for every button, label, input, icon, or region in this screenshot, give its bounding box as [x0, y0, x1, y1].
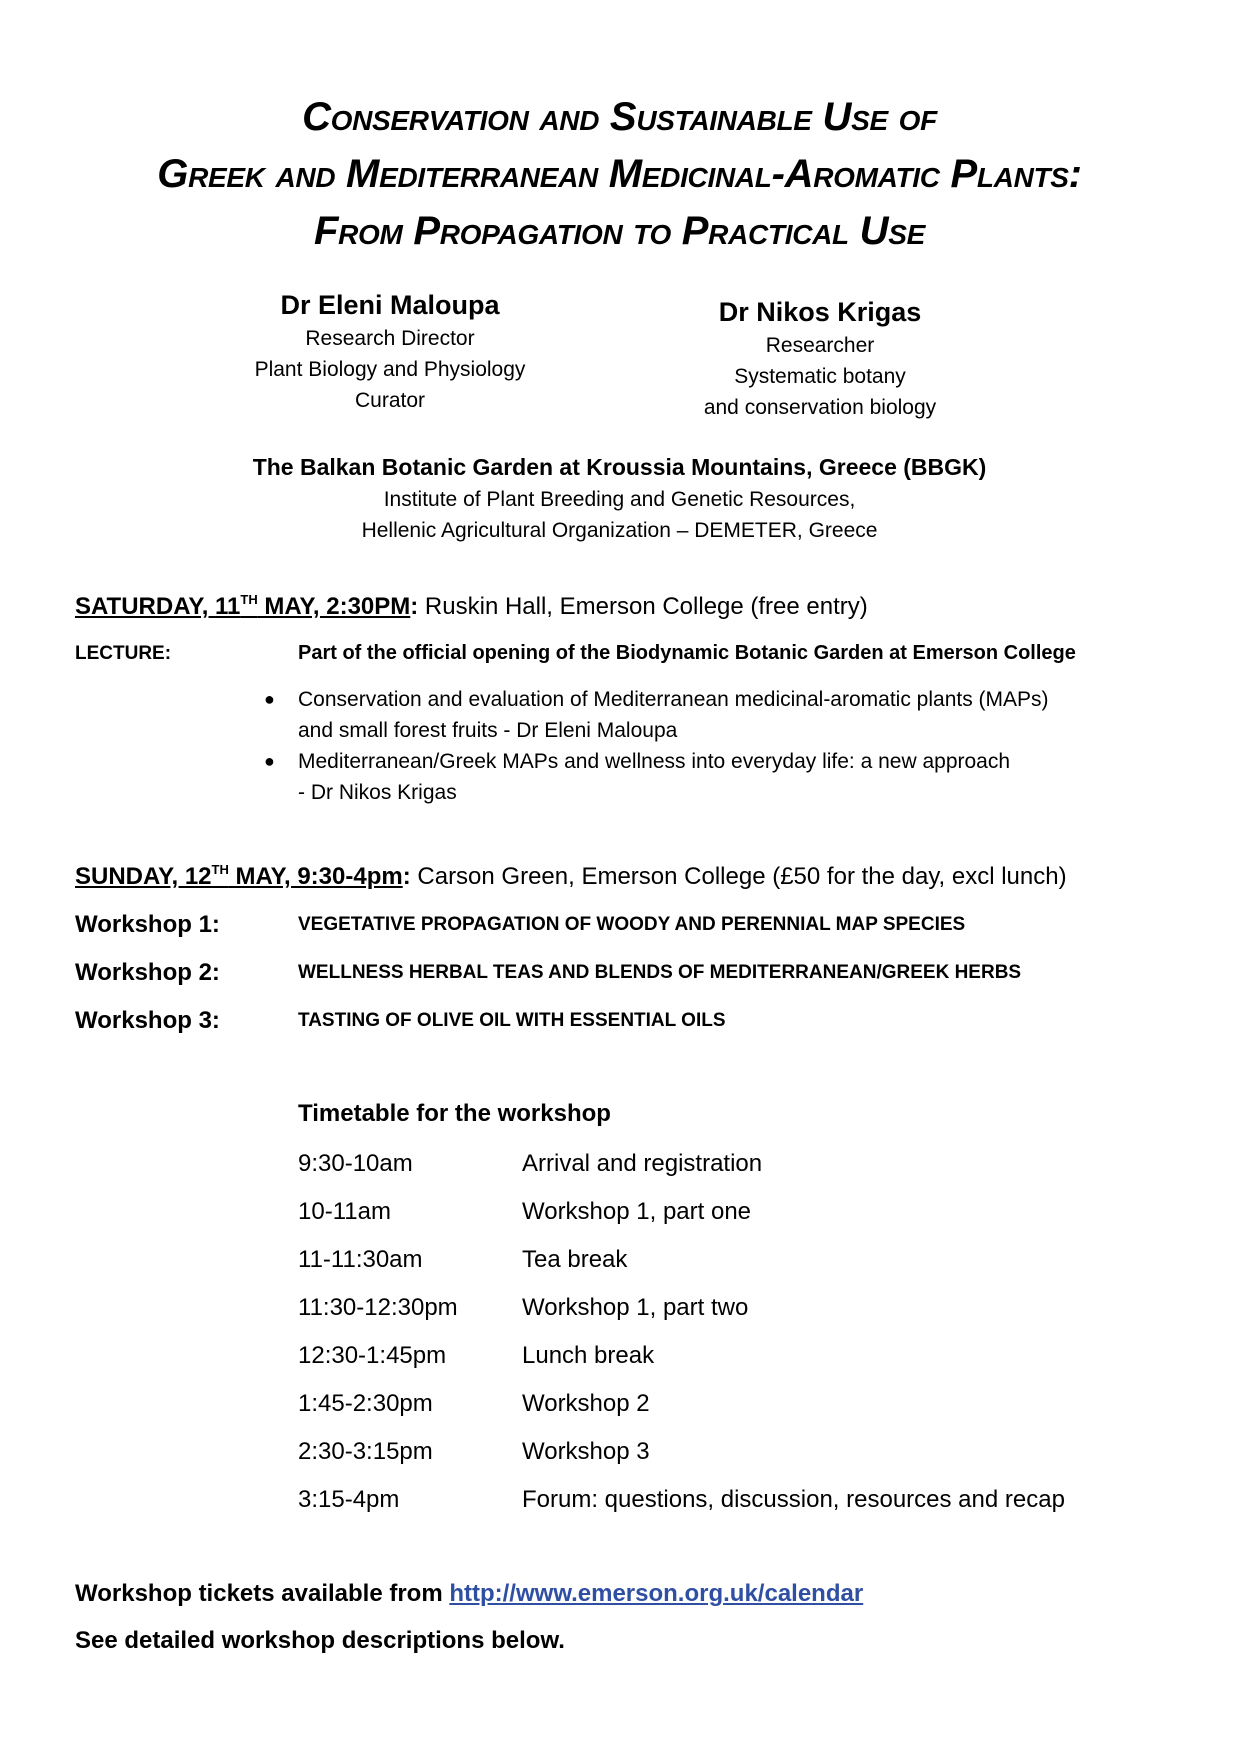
workshop-3-title: TASTING OF OLIVE OIL WITH ESSENTIAL OILS [298, 1010, 726, 1031]
institution-name: The Balkan Botanic Garden at Kroussia Mountains, Greece (BBGK) [252, 454, 987, 480]
timetable-heading: Timetable for the workshop [298, 1100, 611, 1127]
bullet-icon: ● [264, 751, 275, 771]
speaker-name: Dr Eleni Maloupa [280, 290, 500, 320]
tickets-line [75, 1580, 863, 1608]
timetable-time: 12:30-1:45pm [298, 1342, 447, 1369]
timetable-activity: Forum: questions, discussion, resources and recap [522, 1486, 1065, 1513]
speaker-role: Researcher [765, 334, 875, 357]
lecture-title: Part of the official opening of the Biodynamic Botanic Garden at Emerson College [298, 642, 1076, 664]
saturday-location: Ruskin Hall, Emerson College (free entry) [418, 593, 868, 620]
tickets-prefix: Workshop tickets available from [75, 1580, 450, 1607]
saturday-colon: : [410, 593, 419, 620]
institution-line-1: Institute of Plant Breeding and Genetic Resources, [383, 488, 856, 511]
bullet-text-line-2: and small forest fruits - Dr Eleni Maloupa [298, 719, 678, 742]
timetable-time: 1:45-2:30pm [298, 1390, 433, 1417]
workshop-2-label: Workshop 2: [75, 959, 220, 986]
timetable-activity: Workshop 1, part two [522, 1294, 749, 1321]
speaker-name: Dr Nikos Krigas [718, 297, 922, 327]
speaker-department: Plant Biology and Physiology [254, 358, 526, 381]
speaker-department: Systematic botany [734, 365, 906, 388]
sunday-location: Carson Green, Emerson College (£50 for the day, excl lunch) [410, 863, 1067, 890]
bullet-text-line-1: Mediterranean/Greek MAPs and wellness into everyday life: a new approach [298, 750, 1011, 773]
bullet-text-line-1: Conservation and evaluation of Mediterranean medicinal-aromatic plants (MAPs) [298, 688, 1049, 711]
timetable-activity: Workshop 2 [522, 1390, 650, 1417]
title-line-1: Conservation and Sustainable Use of [302, 95, 937, 139]
timetable-time: 3:15-4pm [298, 1486, 400, 1513]
workshop-3-label: Workshop 3: [75, 1007, 220, 1034]
workshop-1-title: VEGETATIVE PROPAGATION OF WOODY AND PERENNIAL MAP SPECIES [298, 914, 966, 935]
speaker-position: Curator [354, 389, 426, 412]
saturday-heading [75, 592, 868, 622]
tickets-link[interactable]: http://www.emerson.org.uk/calendar [449, 1580, 864, 1607]
timetable-activity: Lunch break [522, 1342, 655, 1369]
saturday-date: SATURDAY, 11TH MAY, 2:30PM [75, 592, 411, 620]
timetable-activity: Tea break [522, 1246, 628, 1273]
sunday-date: SUNDAY, 12TH MAY, 9:30-4pm [75, 862, 403, 890]
bullet-text-line-2: - Dr Nikos Krigas [298, 781, 457, 804]
timetable-time: 10-11am [298, 1198, 391, 1225]
timetable-activity: Workshop 1, part one [522, 1198, 752, 1225]
speaker-maloupa [190, 287, 590, 416]
timetable-activity: Arrival and registration [522, 1150, 763, 1177]
timetable-time: 11:30-12:30pm [298, 1294, 458, 1321]
timetable-time: 2:30-3:15pm [298, 1438, 433, 1465]
descriptions-note: See detailed workshop descriptions below. [75, 1627, 565, 1654]
timetable-time: 11-11:30am [298, 1246, 423, 1273]
timetable-time: 9:30-10am [298, 1150, 413, 1177]
title-line-2: Greek and Mediterranean Medicinal-Aromatic Plants: [157, 152, 1082, 196]
lecture-label: LECTURE: [75, 643, 172, 664]
title-line-3: From Propagation to Practical Use [314, 209, 925, 253]
workshop-1-label: Workshop 1: [75, 911, 220, 938]
speaker-krigas [640, 294, 1000, 423]
sunday-colon: : [402, 863, 411, 890]
bullet-icon: ● [264, 689, 275, 709]
workshop-2-title: WELLNESS HERBAL TEAS AND BLENDS OF MEDITERRANEAN/GREEK HERBS [298, 962, 1022, 983]
timetable-activity: Workshop 3 [522, 1438, 650, 1465]
speaker-position: and conservation biology [703, 396, 937, 419]
institution-line-2: Hellenic Agricultural Organization – DEMETER, Greece [361, 519, 878, 542]
sunday-heading [75, 862, 1067, 892]
speaker-role: Research Director [305, 327, 475, 350]
